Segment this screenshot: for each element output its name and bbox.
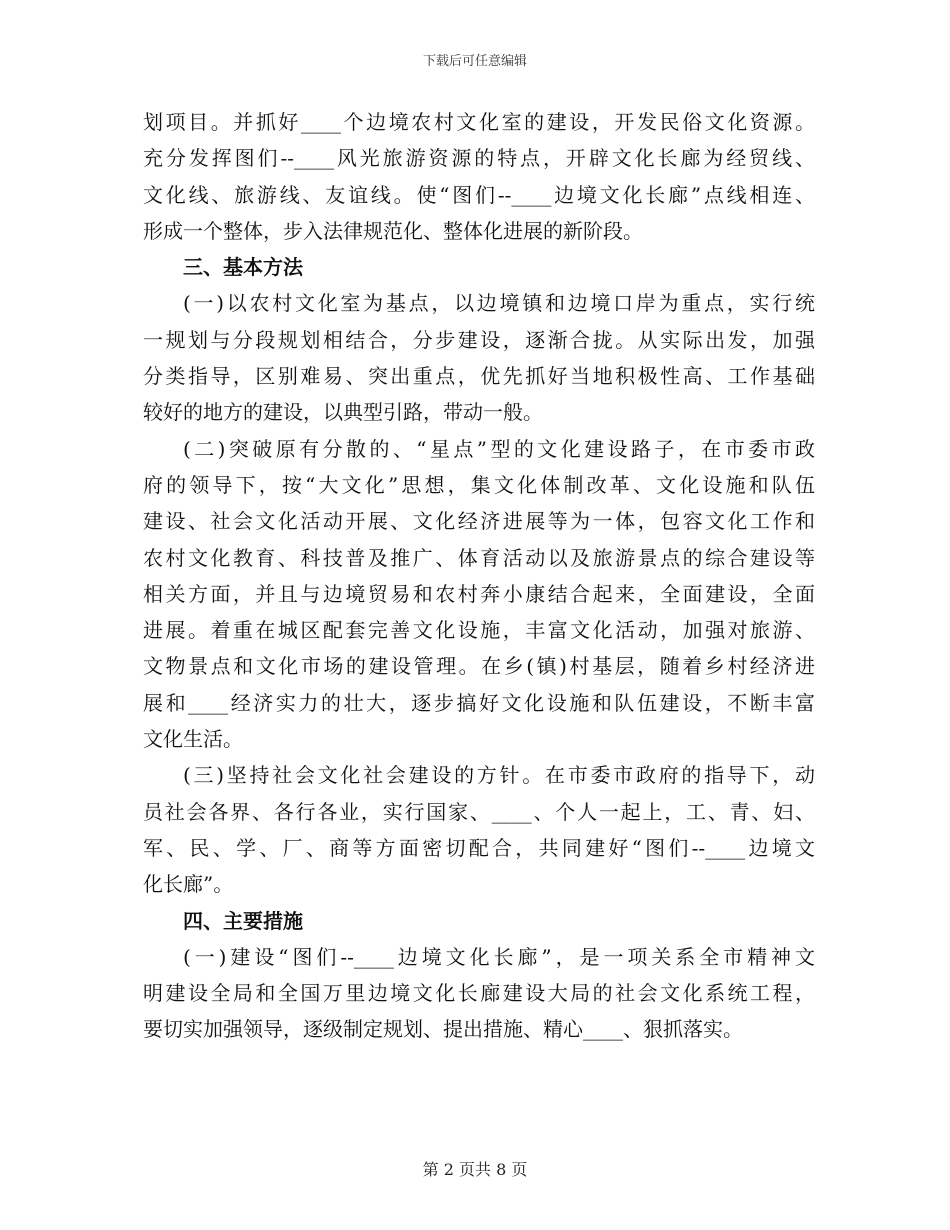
text-line: (一)以农村文化室为基点，以边境镇和边境口岸为重点，实行统 xyxy=(183,291,815,316)
paragraph xyxy=(143,431,815,758)
text-line: 展和____经济实力的壮大，逐步搞好文化设施和队伍建设，不断丰富 xyxy=(143,690,815,715)
paragraph xyxy=(143,104,815,249)
text-line: 一规划与分段规划相结合，分步建设，逐渐合拢。从实际出发，加强 xyxy=(143,327,815,352)
text-line: 建设、社会文化活动开展、文化经济进展等为一体，包容文化工作和 xyxy=(143,509,815,534)
text-line: 文物景点和文化市场的建设管理。在乡(镇)村基层，随着乡村经济进 xyxy=(143,654,815,679)
text-line: 府的领导下，按“大文化”思想，集文化体制改革、文化设施和队伍 xyxy=(143,472,815,497)
text-line: 明建设全局和全国万里边境文化长廊建设大局的社会文化系统工程， xyxy=(143,981,815,1006)
text-line: 较好的地方的建设，以典型引路，带动一般。 xyxy=(143,400,543,425)
text-line: 划项目。并抓好____个边境农村文化室的建设，开发民俗文化资源。 xyxy=(143,110,815,134)
text-line: (三)坚持社会文化社会建设的方针。在市委市政府的指导下，动 xyxy=(183,763,815,788)
heading-text: 三、基本方法 xyxy=(183,255,303,280)
heading-text: 四、主要措施 xyxy=(183,908,303,933)
text-line: 员社会各界、各行各业，实行国家、____、个人一起上，工、青、妇、 xyxy=(143,799,815,824)
document-body xyxy=(143,104,815,1048)
text-line: 进展。着重在城区配套完善文化设施，丰富文化活动，加强对旅游、 xyxy=(143,618,815,643)
text-line: 形成一个整体，步入法律规范化、整体化进展的新阶段。 xyxy=(143,218,643,243)
page-header-note: 下载后可任意编辑 xyxy=(422,54,527,69)
text-line: (二)突破原有分散的、“星点”型的文化建设路子，在市委市政 xyxy=(183,436,815,461)
text-line: 分类指导，区别难易、突出重点，优先抓好当地积极性高、工作基础 xyxy=(143,364,815,389)
text-line: 文化线、旅游线、友谊线。使“图们--____边境文化长廊”点线相连、 xyxy=(143,182,815,207)
text-line: 文化生活。 xyxy=(143,727,243,752)
section-heading xyxy=(143,249,815,285)
paragraph xyxy=(143,939,815,1048)
text-line: (一)建设“图们--____边境文化长廊”，是一项关系全市精神文 xyxy=(183,944,815,969)
paragraph xyxy=(143,285,815,430)
text-line: 要切实加强领导，逐级制定规划、提出措施、精心____、狠抓落实。 xyxy=(143,1017,743,1042)
text-line: 充分发挥图们--____风光旅游资源的特点，开辟文化长廊为经贸线、 xyxy=(143,146,815,171)
text-line: 化长廊”。 xyxy=(143,872,234,897)
text-line: 相关方面，并且与边境贸易和农村奔小康结合起来，全面建设，全面 xyxy=(143,581,815,606)
text-line: 农村文化教育、科技普及推广、体育活动以及旅游景点的综合建设等 xyxy=(143,545,815,570)
paragraph xyxy=(143,757,815,902)
text-line: 军、民、学、厂、商等方面密切配合，共同建好“图们--____边境文 xyxy=(143,835,815,860)
page-number: 第 2 页共 8 页 xyxy=(422,1160,528,1179)
section-heading xyxy=(143,903,815,939)
